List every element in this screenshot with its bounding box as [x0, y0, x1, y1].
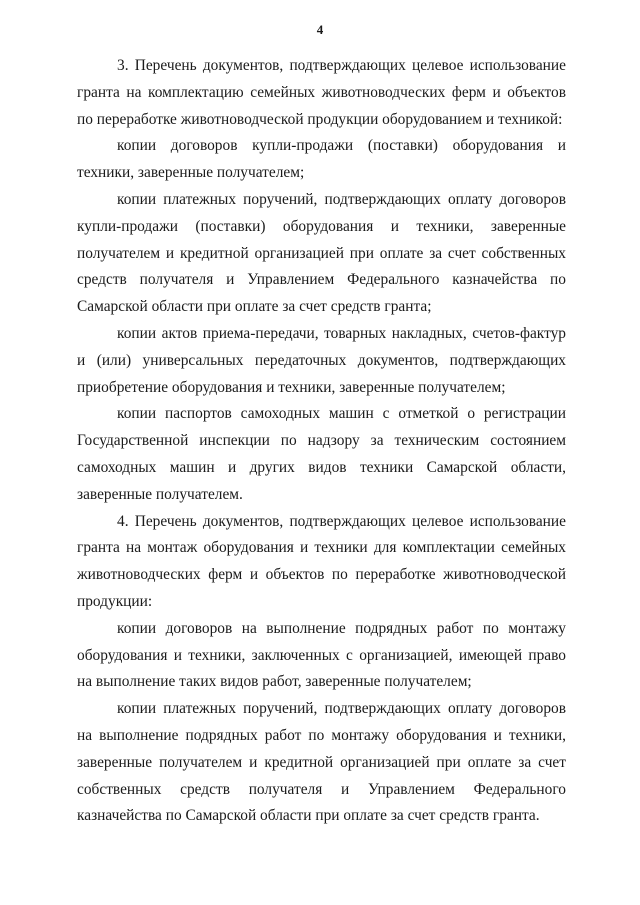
- paragraph-section-3-heading: 3. Перечень документов, подтверждающих целевое использование гранта на комплектацию семейных животноводческих ферм и объектов по переработке животноводческой продукции оборудованием и техникой:: [77, 57, 566, 128]
- paragraph-vehicle-passports: копии паспортов самоходных машин с отметкой о регистрации Государственной инспекции по надзору за техническим состоянием самоходных машин и других видов техники Самарской области, заверенные получателем.: [77, 405, 566, 503]
- page-number: 4: [316, 22, 324, 37]
- paragraph-section-4-heading: 4. Перечень документов, подтверждающих целевое использование гранта на монтаж оборудования и техники для комплектации семейных животноводческих ферм и объектов по переработке животноводческой продукции:: [77, 512, 566, 610]
- paragraph-installation-payments: копии платежных поручений, подтверждающих оплату договоров на выполнение подрядных работ по монтажу оборудования и техники, заверенные получателем и кредитной организацией при оплате за счет собственных средств получателя и Управлением Федерального казначейства по Самарской области при оплате за счет средств гранта.: [77, 700, 566, 825]
- document-body: [77, 53, 566, 830]
- paragraph-payment-orders: копии платежных поручений, подтверждающих оплату договоров купли-продажи (поставки) оборудования и техники, заверенные получателем и кредитной организацией при оплате за счет собственных средств получателя и Управлением Федерального казначейства по Самарской области при оплате за счет средств гранта;: [77, 190, 566, 316]
- paragraph-installation-contracts: копии договоров на выполнение подрядных работ по монтажу оборудования и техники, заключенных с организацией, имеющей право на выполнение таких видов работ, заверенные получателем;: [77, 619, 566, 691]
- paragraph-purchase-contracts: копии договоров купли-продажи (поставки) оборудования и техники, заверенные получателем;: [77, 137, 566, 182]
- paragraph-acceptance-acts: копии актов приема-передачи, товарных накладных, счетов-фактур и (или) универсальных передаточных документов, подтверждающих приобретение оборудования и техники, заверенные получателем;: [77, 324, 566, 396]
